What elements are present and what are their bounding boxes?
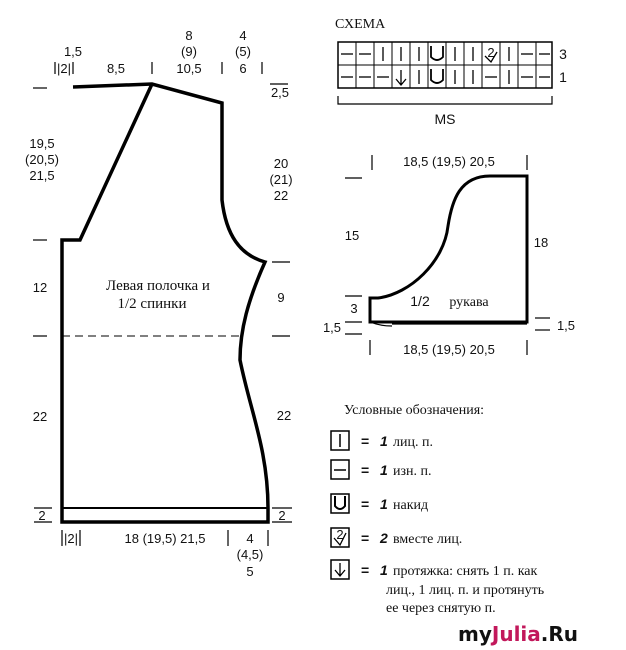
- right-label-hem: 2: [278, 508, 286, 523]
- legend-item-pass-over: [331, 560, 544, 616]
- watermark-logo: [458, 622, 578, 646]
- legend-text-5-cont2: ее через снятую п.: [386, 601, 496, 616]
- legend-text-5: протяжка: снять 1 п. как: [393, 564, 538, 579]
- legend-num-2: 1: [380, 462, 388, 478]
- legend-num-5: 1: [380, 562, 388, 578]
- main-piece: [25, 28, 293, 579]
- sleeve-piece: [323, 154, 575, 357]
- bottom-label-a: |2|: [64, 531, 78, 546]
- bottom-label-b: 18 (19,5) 21,5: [124, 531, 206, 546]
- sleeve-top-width: 18,5 (19,5) 20,5: [403, 154, 495, 169]
- legend-num-4: 2: [380, 530, 388, 546]
- left-label-mid: 12: [32, 280, 48, 295]
- top-label-a-top: 1,5: [63, 44, 83, 59]
- top-label-d2: (5): [235, 44, 251, 59]
- watermark-part3: .Ru: [540, 622, 579, 646]
- legend-num-3: 1: [380, 496, 388, 512]
- piece-title-line1: Левая полочка и: [106, 278, 210, 294]
- legend-num-1: 1: [380, 433, 388, 449]
- watermark-part1: my: [458, 622, 492, 646]
- left-label-hem: 2: [38, 508, 46, 523]
- left-label-low: 22: [32, 409, 48, 424]
- sleeve-left-height: 15: [344, 228, 360, 243]
- top-label-c3: 10,5: [176, 61, 202, 76]
- sleeve-bottom-width: 18,5 (19,5) 20,5: [403, 342, 495, 357]
- schema-row-3: 3: [559, 46, 567, 62]
- top-ticks: [55, 62, 262, 74]
- watermark-text: [458, 622, 578, 646]
- sleeve-left-cuff: 1,5: [322, 320, 342, 335]
- legend: [331, 403, 544, 616]
- left-label-neck2: (20,5): [25, 152, 59, 167]
- left-label-neck3: 21,5: [29, 168, 55, 183]
- bottom-label-c1: 4: [246, 531, 254, 546]
- piece-title-line2: 1/2 спинки: [117, 296, 187, 312]
- top-label-d3: 6: [239, 61, 247, 76]
- sleeve-left-small: 3: [350, 301, 358, 316]
- left-label-neck1: 19,5: [29, 136, 55, 151]
- legend-eq-3: =: [361, 496, 370, 512]
- yarn-over-icon: [331, 494, 349, 513]
- legend-title: Условные обозначения:: [344, 403, 485, 418]
- legend-item-k2tog: [331, 527, 462, 547]
- right-label-arm3: 22: [273, 188, 289, 203]
- top-label-d1: 4: [239, 28, 247, 43]
- schema-row-1: 1: [559, 69, 567, 85]
- legend-item-knit: [331, 431, 433, 450]
- legend-text-3: накид: [393, 498, 429, 513]
- legend-eq-1: =: [361, 433, 370, 449]
- k2tog-two-glyph: 2: [336, 527, 344, 542]
- bottom-label-c3: 5: [246, 564, 254, 579]
- pass-over-mark: [335, 563, 345, 576]
- legend-item-yarn-over: [331, 494, 428, 513]
- watermark-part2: Julia: [491, 622, 541, 646]
- top-label-c2: (9): [181, 44, 197, 59]
- sleeve-title-fraction: 1/2: [410, 293, 430, 309]
- right-label-low: 22: [276, 408, 292, 423]
- sleeve-right-cuff: 1,5: [556, 318, 576, 333]
- top-label-a-bot: |2|: [57, 61, 71, 76]
- ms-label: MS: [434, 111, 456, 127]
- shoulder-drop-label: 2,5: [270, 85, 290, 100]
- sleeve-right-height: 18: [533, 235, 549, 250]
- legend-text-4: вместе лиц.: [393, 532, 463, 547]
- ms-bracket: [338, 96, 552, 104]
- stitch-schema: [335, 17, 567, 127]
- legend-eq-5: =: [361, 562, 370, 578]
- legend-eq-2: =: [361, 462, 370, 478]
- schema-two-glyph: 2: [487, 45, 495, 60]
- right-label-arm2: (21): [269, 172, 293, 187]
- bottom-label-c2: (4,5): [236, 547, 264, 562]
- legend-item-purl: [331, 460, 432, 479]
- schema-title: СХЕМА: [335, 17, 386, 32]
- right-label-mid: 9: [277, 290, 285, 305]
- right-label-arm1: 20: [273, 156, 289, 171]
- sleeve-title-word: рукава: [449, 295, 489, 310]
- top-label-b: 8,5: [106, 61, 126, 76]
- legend-text-5-cont1: лиц., 1 лиц. п. и протянуть: [386, 583, 545, 598]
- legend-eq-4: =: [361, 530, 370, 546]
- left-ticks: [33, 88, 47, 336]
- legend-text-1: лиц. п.: [393, 435, 433, 450]
- top-label-c1: 8: [185, 28, 193, 43]
- sleeve-ticks: [345, 155, 550, 355]
- yarn-over-mark: [335, 496, 345, 509]
- legend-text-2: изн. п.: [393, 464, 432, 479]
